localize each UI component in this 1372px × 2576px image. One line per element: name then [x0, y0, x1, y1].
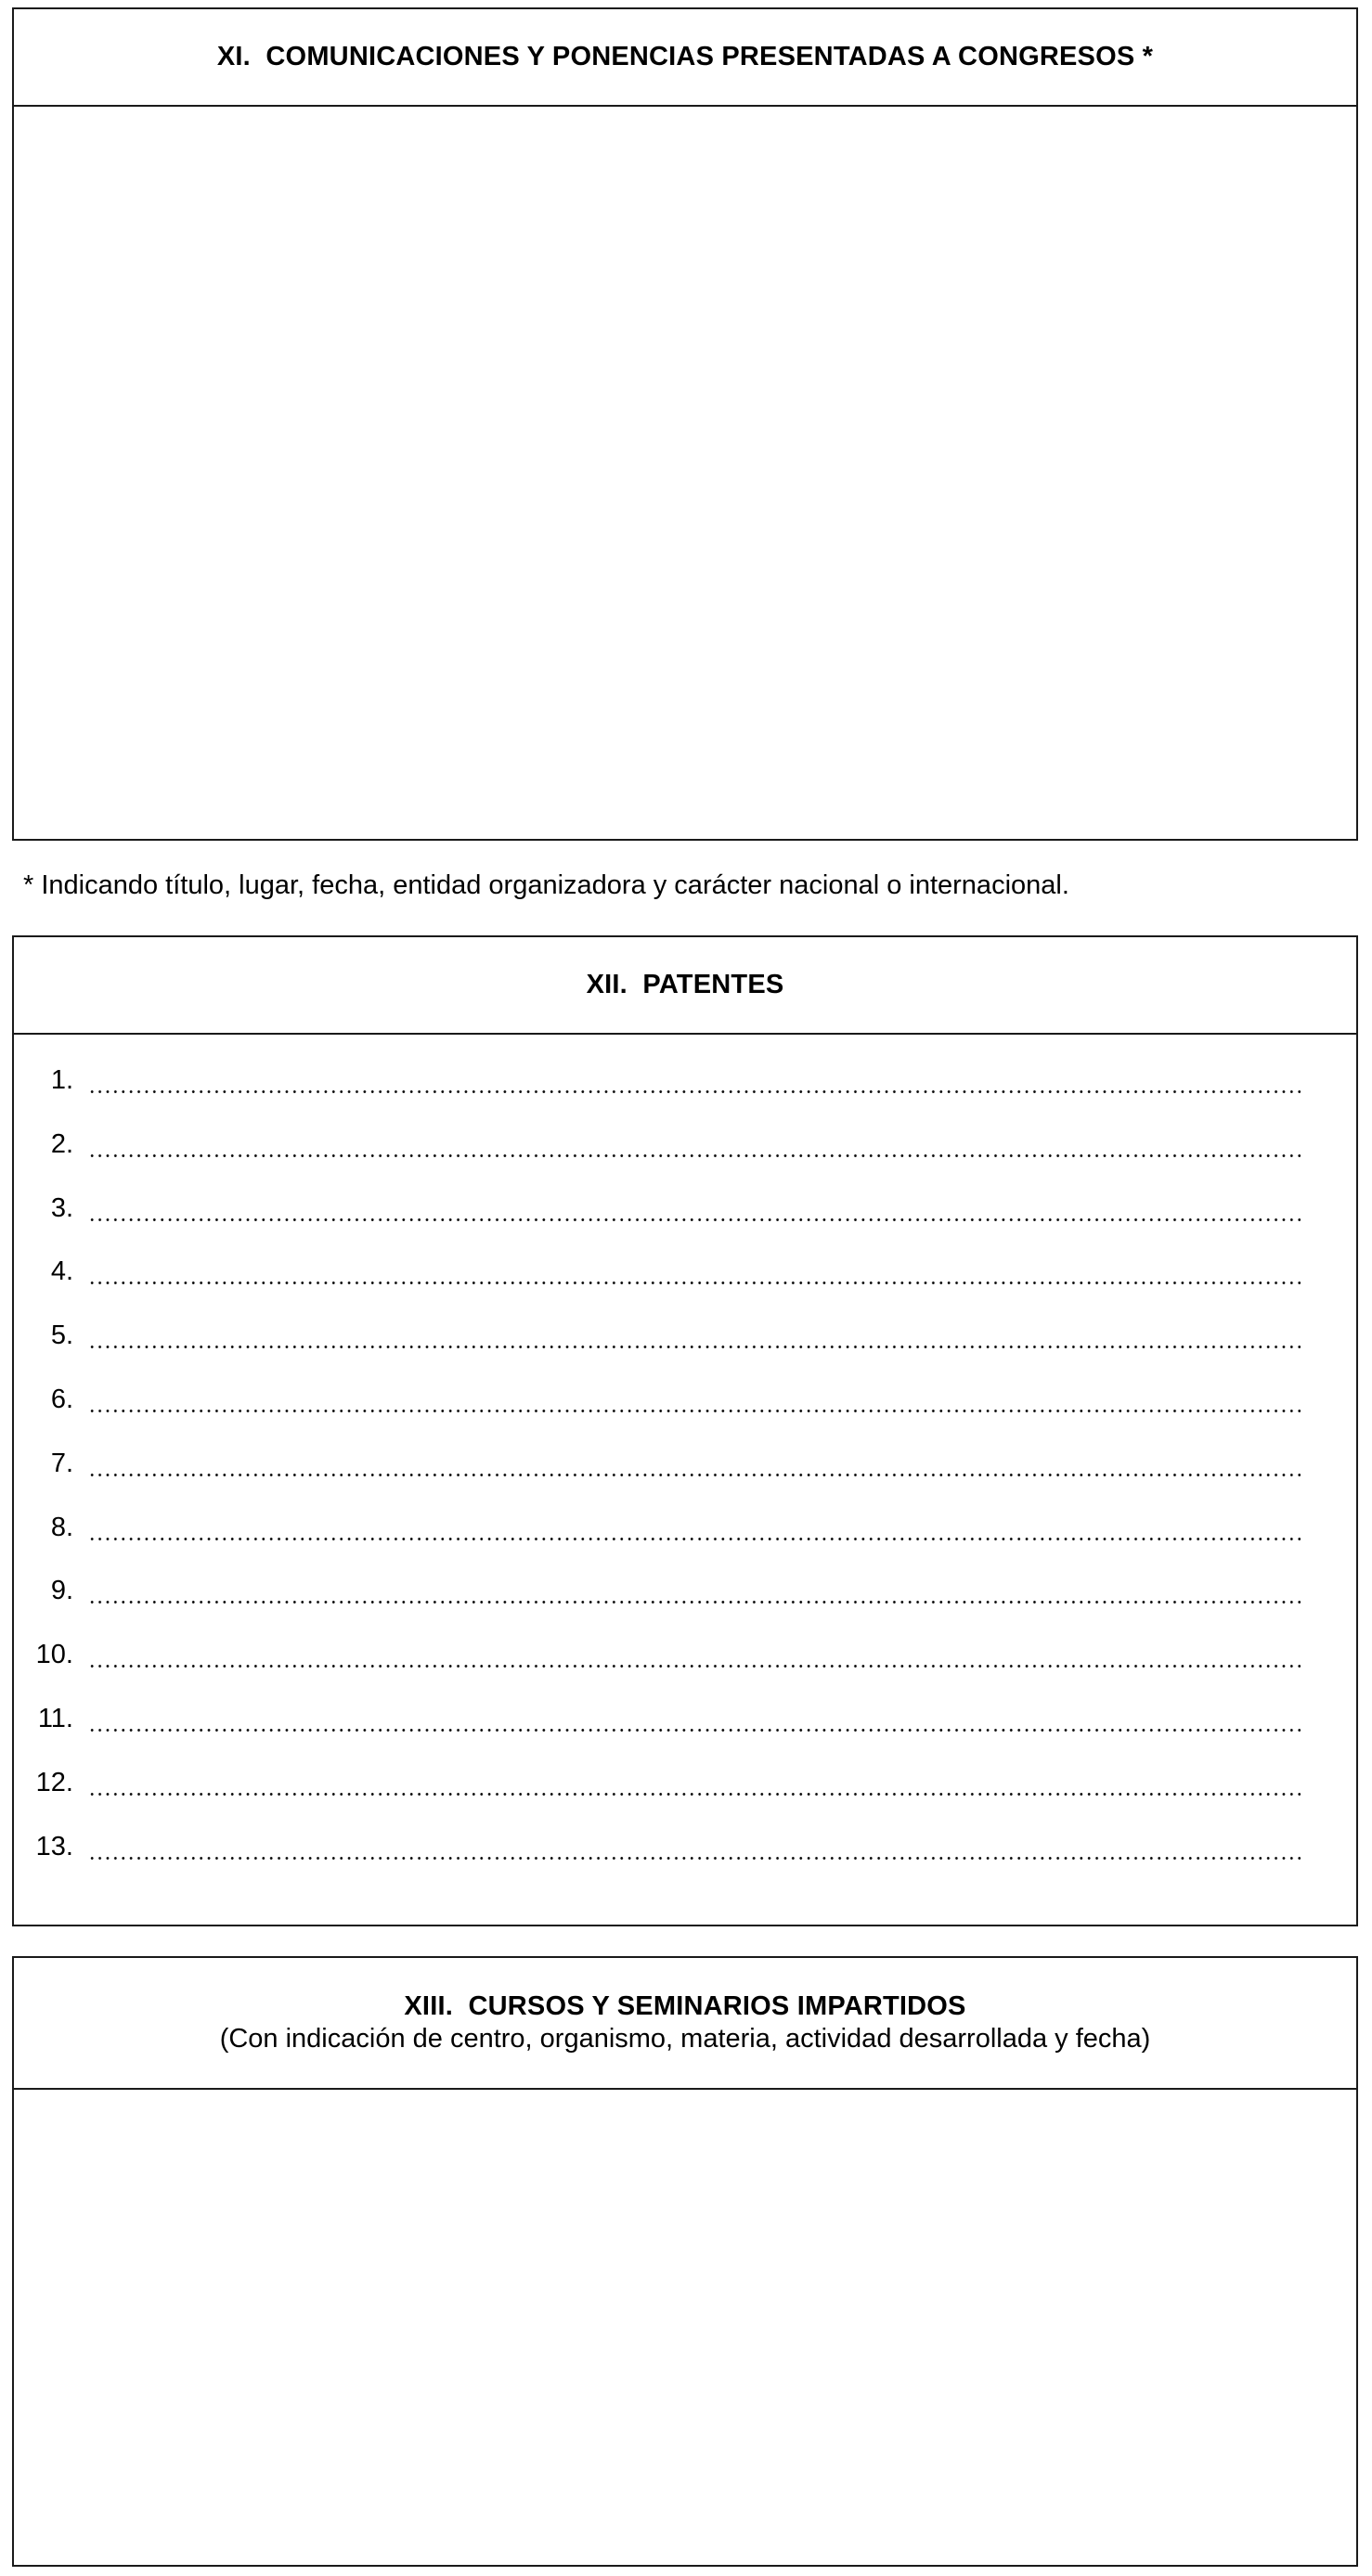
patent-entry-field[interactable] [88, 1253, 1301, 1290]
patent-row [14, 1190, 1356, 1254]
patent-entry-field[interactable] [88, 1062, 1301, 1099]
section-cursos [12, 1956, 1358, 2567]
section-cursos-subtitle: (Con indicación de centro, organismo, materia, actividad desarrollada y fecha) [219, 2024, 1151, 2054]
patent-number: 12. [35, 1767, 73, 1797]
patent-number: 13. [35, 1831, 73, 1861]
patent-number: 1. [50, 1065, 73, 1095]
patent-row [14, 1764, 1356, 1828]
patent-entry-field[interactable] [88, 1636, 1301, 1673]
patent-number: 10. [35, 1640, 73, 1670]
section-comunicaciones-header [14, 9, 1356, 107]
patent-number: 3. [50, 1192, 73, 1223]
patent-row [14, 1700, 1356, 1764]
patent-number: 8. [50, 1512, 73, 1542]
section-patentes [12, 935, 1358, 1926]
section-patentes-header [14, 937, 1356, 1035]
patent-entry-field[interactable] [88, 1828, 1301, 1865]
section-cursos-title: XIII. CURSOS Y SEMINARIOS IMPARTIDOS [404, 1991, 966, 2021]
section-cursos-body[interactable] [14, 2090, 1356, 2565]
patent-number: 7. [50, 1448, 73, 1478]
patent-row [14, 1062, 1356, 1126]
section-comunicaciones-title: XI. COMUNICACIONES Y PONENCIAS PRESENTADAS A CONGRESOS * [216, 42, 1154, 71]
patent-entry-field[interactable] [88, 1509, 1301, 1546]
patent-row [14, 1572, 1356, 1636]
patent-row [14, 1381, 1356, 1445]
patent-row [14, 1445, 1356, 1509]
patent-row [14, 1828, 1356, 1892]
section-comunicaciones-footnote: * Indicando título, lugar, fecha, entidad organizadora y carácter nacional o internacional. [23, 870, 1069, 900]
section-patentes-title: XII. PATENTES [586, 970, 784, 999]
patent-row [14, 1126, 1356, 1190]
patent-number: 6. [50, 1384, 73, 1414]
patent-entry-field[interactable] [88, 1445, 1301, 1482]
patent-row [14, 1253, 1356, 1317]
patent-number: 11. [37, 1703, 73, 1733]
patent-list [14, 1062, 1356, 1891]
patent-number: 5. [50, 1320, 73, 1351]
section-patentes-body [14, 1035, 1356, 1926]
patent-number: 2. [50, 1128, 73, 1159]
patent-entry-field[interactable] [88, 1572, 1301, 1609]
patent-entry-field[interactable] [88, 1700, 1301, 1737]
section-comunicaciones [12, 7, 1358, 841]
patent-row [14, 1317, 1356, 1381]
patent-entry-field[interactable] [88, 1764, 1301, 1801]
patent-row [14, 1509, 1356, 1573]
patent-entry-field[interactable] [88, 1126, 1301, 1163]
patent-entry-field[interactable] [88, 1381, 1301, 1418]
patent-entry-field[interactable] [88, 1317, 1301, 1354]
patent-number: 4. [50, 1256, 73, 1287]
patent-entry-field[interactable] [88, 1190, 1301, 1227]
section-comunicaciones-body[interactable] [14, 107, 1356, 839]
patent-number: 9. [50, 1576, 73, 1606]
section-cursos-header [14, 1958, 1356, 2090]
patent-row [14, 1636, 1356, 1700]
